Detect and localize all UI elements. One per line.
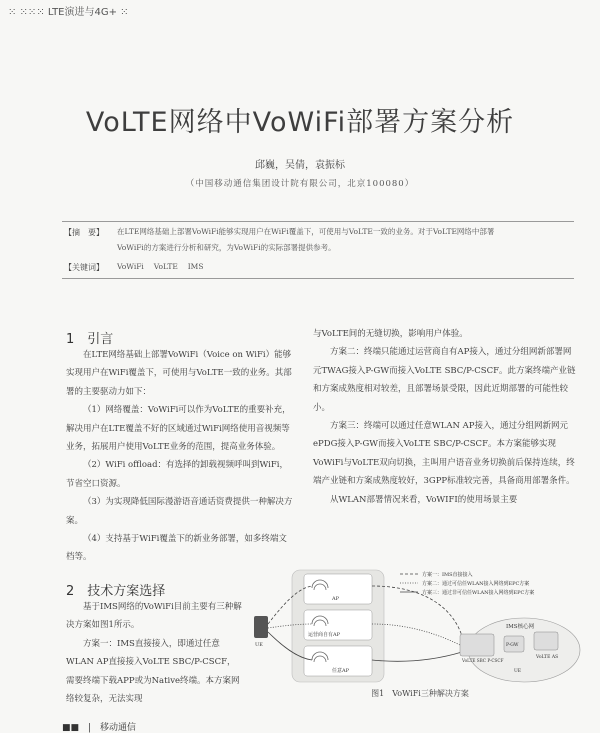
terminal-icon [254, 616, 268, 638]
keywords [117, 262, 203, 271]
as-label: VoLTE AS [536, 655, 559, 660]
journal-header: ⁙ ⁙⁙⁙ LTE演进与4G+ ⁙ [8, 7, 129, 18]
scheme-2: 方案二：终端只能通过运营商自有AP接入，通过分组网新部署网元TWAG接入P-GW而接入VoLTE SBC/P-CSCF。此方案终端产业链和方案成熟度相对较差，且部署场景受限，因此近期部署的可能性较小。 [313, 347, 576, 413]
sbc-label: VoLTE SBC P-CSCF [462, 658, 504, 663]
terminal-label: UE [255, 642, 263, 648]
pgw-label: P-GW [506, 643, 519, 648]
left-column-part2 [66, 598, 242, 708]
keyword-1: VoWiFi [117, 262, 144, 271]
abstract-bottom-rule [62, 278, 574, 279]
keywords-label: 【关键词】 [64, 263, 104, 272]
as-node [534, 632, 558, 650]
paper-title: VoLTE网络中VoWiFi部署方案分析 [85, 107, 515, 138]
legend-item-2: 方案二：通过可信任WLAN接入网络到EPC方案 [422, 581, 530, 587]
left-column-part1 [66, 346, 294, 567]
ap-label-2: 运营商自有AP [308, 632, 340, 638]
link-scheme-2 [372, 624, 462, 646]
affiliation: （中国移动通信集团设计院有限公司，北京100080） [185, 179, 415, 189]
scheme-3: 方案三：终端可以通过任意WLAN AP接入，通过分组网新网元ePDG接入P-GW而接入VoLTE SBC/P-CSCF。本方案能够实现VoWiFi与VoLTE双向切换，主叫用户语音业务切换前后保持连续，终端产业链和方案成熟度较好，3GPP标准较完善，具备商用部署条件。 [313, 421, 575, 487]
scheme-1-cont: 与VoLTE间的无缝切换，影响用户体验。 [313, 329, 468, 339]
ap-label-3: 任意AP [332, 668, 349, 674]
keyword-2: VoLTE [153, 262, 178, 271]
wlan-scenario: 从WLAN部署情况来看，VoWIFI的使用场景主要 [330, 494, 518, 505]
section-2-heading: 2 技术方案选择 [66, 584, 166, 599]
keyword-3: IMS [187, 262, 204, 271]
sbc-node [460, 634, 494, 656]
driver-4: （4）支持基于WiFi覆盖下的新业务部署，如多终端文档等。 [66, 534, 287, 563]
ue-label: UE [514, 669, 522, 674]
driver-2: （2）WiFi offload：有选择的卸载视频呼叫到WiFi，节省空口资源。 [66, 460, 288, 489]
scheme-intro: 基于IMS网络的VoWiFi目前主要有三种解决方案如图1所示。 [66, 602, 242, 631]
abstract-line-1: 在LTE网络基础上部署VoWiFi能够实现用户在WiFi覆盖下，可使用与VoLTE一致的业务。对于VoLTE网络中部署 [117, 227, 495, 236]
abstract-line-2: VoWiFi的方案进行分析和研究，为VoWiFi的实际部署提供参考。 [117, 243, 336, 252]
ap-label-1: AP [332, 596, 339, 602]
abstract-label: 【摘 要】 [64, 228, 104, 237]
scheme-1: 方案一：IMS直接接入，即通过任意WLAN AP直接接入VoLTE SBC/P-CSCF，需要终端下载APP或为Native终端。本方案网络较复杂，无法实现 [66, 638, 240, 705]
legend-item-1: 方案一：IMS直接接入 [422, 572, 473, 578]
figure-1-diagram [252, 566, 582, 686]
figure-caption: 图1 VoWiFi三种解决方案 [371, 689, 469, 698]
link-scheme-3 [372, 652, 462, 661]
abstract-top-rule [62, 221, 574, 222]
page-footer: ■■ | 移动通信 [62, 723, 137, 733]
intro-paragraph: 在LTE网络基础上部署VoWiFi（Voice on WiFi）能够实现用户在WiFi覆盖下，可使用与VoLTE一致的业务。其部署的主要驱动力如下： [66, 350, 292, 397]
ims-label: IMS核心网 [506, 624, 535, 630]
legend-item-3: 方案三：通过非可信任WLAN接入网络到EPC方案 [422, 590, 535, 596]
driver-3: （3）为实现降低国际漫游语音通话资费提供一种解决方案。 [66, 497, 293, 526]
authors: 邱巍，吴倩，袁振标 [255, 160, 345, 171]
abstract-text [117, 224, 577, 256]
driver-1: （1）网络覆盖：VoWiFi可以作为VoLTE的重要补充，解决用户在LTE覆盖不好的区域通过WiFi网络使用音视频等业务，拓展用户使用VoLTE业务的范围，提高业务体验。 [66, 405, 291, 453]
right-column [313, 325, 576, 509]
section-1-heading: 1 引言 [66, 332, 114, 347]
